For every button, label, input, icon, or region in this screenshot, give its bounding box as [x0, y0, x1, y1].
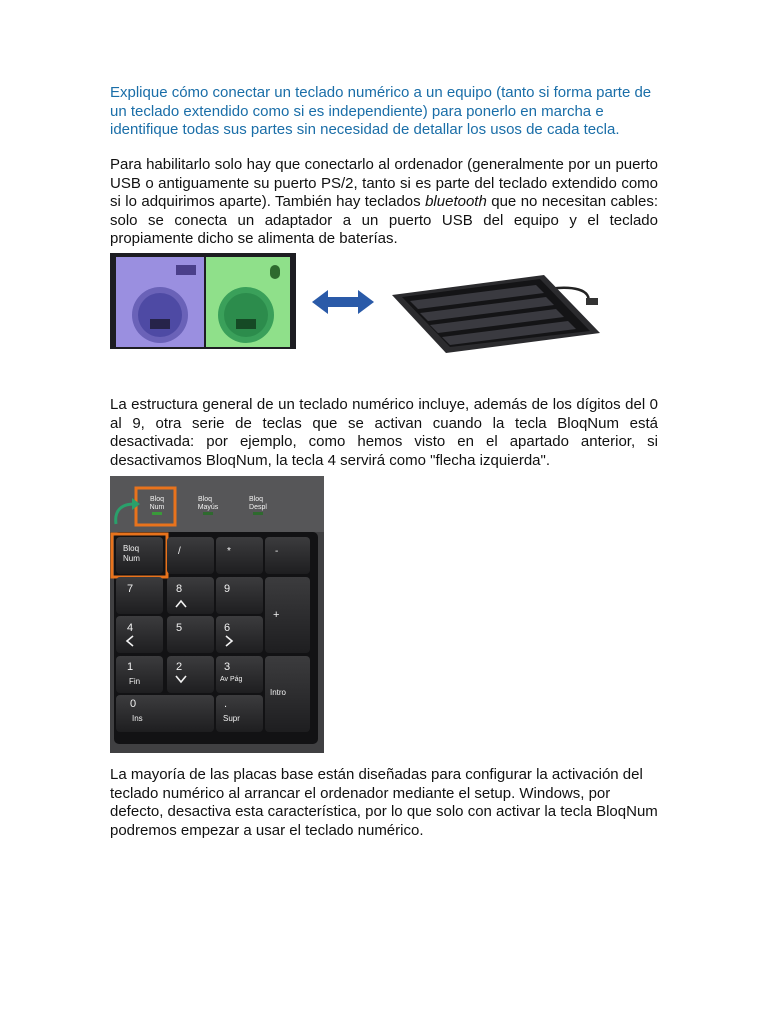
- key-5: [167, 616, 214, 653]
- key-bloqnum: [116, 537, 163, 574]
- key-7: [116, 577, 163, 614]
- question-text: Explique cómo conectar un teclado numérico a un equipo (tanto si forma parte de un teclado extendido como si es independiente) para ponerlo en marcha e identifique todas sus partes sin necesidad de detallar los usos de cada tecla.: [110, 84, 652, 138]
- svg-text:1: 1: [127, 661, 134, 673]
- svg-text:.: .: [224, 698, 228, 710]
- svg-text:Mayús: Mayús: [197, 504, 219, 511]
- svg-text:0: 0: [130, 698, 137, 710]
- svg-text:Fin: Fin: [129, 677, 141, 686]
- svg-text:Bloq: Bloq: [197, 496, 213, 503]
- svg-text:Bloq: Bloq: [149, 496, 165, 503]
- key-3: [216, 656, 263, 693]
- svg-text:Intro: Intro: [270, 688, 287, 697]
- key-plus: [265, 577, 310, 653]
- svg-text:3: 3: [224, 661, 231, 673]
- usb-keyboard-image: [386, 257, 604, 355]
- key-slash: [167, 537, 214, 574]
- key-2: [167, 656, 214, 693]
- key-asterisk: [216, 537, 263, 574]
- svg-text:Av Pág: Av Pág: [220, 676, 243, 683]
- bluetooth-italic: bluetooth: [425, 193, 487, 210]
- key-4: [116, 616, 163, 653]
- svg-text:2: 2: [176, 661, 183, 673]
- double-arrow-icon: [312, 288, 374, 316]
- ps2-ports-image: [110, 253, 296, 349]
- key-9: [216, 577, 263, 614]
- svg-text:Num: Num: [123, 554, 140, 563]
- answer-paragraph-2: La estructura general de un teclado numérico incluye, además de los dígitos del 0 al 9, otra serie de teclas que se activan cuando la tecla BloqNum está desactivada: por ejemplo, como hemos visto en el apartado anterior, si desactivamos BloqNum, la tecla 4 servirá como "flecha izquierda".: [110, 396, 658, 469]
- svg-text:Ins: Ins: [132, 714, 143, 723]
- svg-text:-: -: [275, 546, 279, 557]
- svg-text:5: 5: [176, 622, 183, 634]
- svg-text:+: +: [273, 609, 280, 621]
- svg-text:7: 7: [127, 583, 134, 595]
- svg-text:Bloq: Bloq: [123, 544, 140, 553]
- svg-text:Supr: Supr: [223, 714, 240, 723]
- key-6: [216, 616, 263, 653]
- para1-text-b: que no necesitan cables: solo se conecta un adaptador a un puerto USB del equipo y el teclado propiamente dicho se alimenta de baterías.: [110, 193, 658, 247]
- answer-paragraph-1: [110, 156, 658, 249]
- key-decimal: [216, 695, 263, 732]
- answer-paragraph-3: La mayoría de las placas base están diseñadas para configurar la activación del teclado numérico al arrancar el ordenador mediante el setup. Windows, por defecto, desactiva esta característica, por lo que solo con activar la tecla BloqNum podremos empezar a usar el teclado numérico.: [110, 766, 658, 839]
- svg-text:/: /: [178, 546, 181, 557]
- svg-text:9: 9: [224, 583, 231, 595]
- svg-text:Num: Num: [149, 504, 165, 511]
- key-0: [116, 695, 214, 732]
- key-1: [116, 656, 163, 693]
- numeric-keypad-image: [110, 476, 324, 753]
- key-8: [167, 577, 214, 614]
- svg-text:Bloq: Bloq: [248, 496, 264, 503]
- svg-text:8: 8: [176, 583, 183, 595]
- svg-text:6: 6: [224, 622, 231, 634]
- key-intro: [265, 656, 310, 732]
- svg-text:Despl: Despl: [249, 504, 267, 511]
- svg-text:*: *: [227, 546, 231, 557]
- svg-text:4: 4: [127, 622, 134, 634]
- para1-text-a: Para habilitarlo solo hay que conectarlo al ordenador (generalmente por un puerto USB o antiguamente su puerto PS/2, tanto si es parte del teclado extendido como si lo adquirimos aparte). También hay teclados: [110, 156, 658, 210]
- key-minus: [265, 537, 310, 574]
